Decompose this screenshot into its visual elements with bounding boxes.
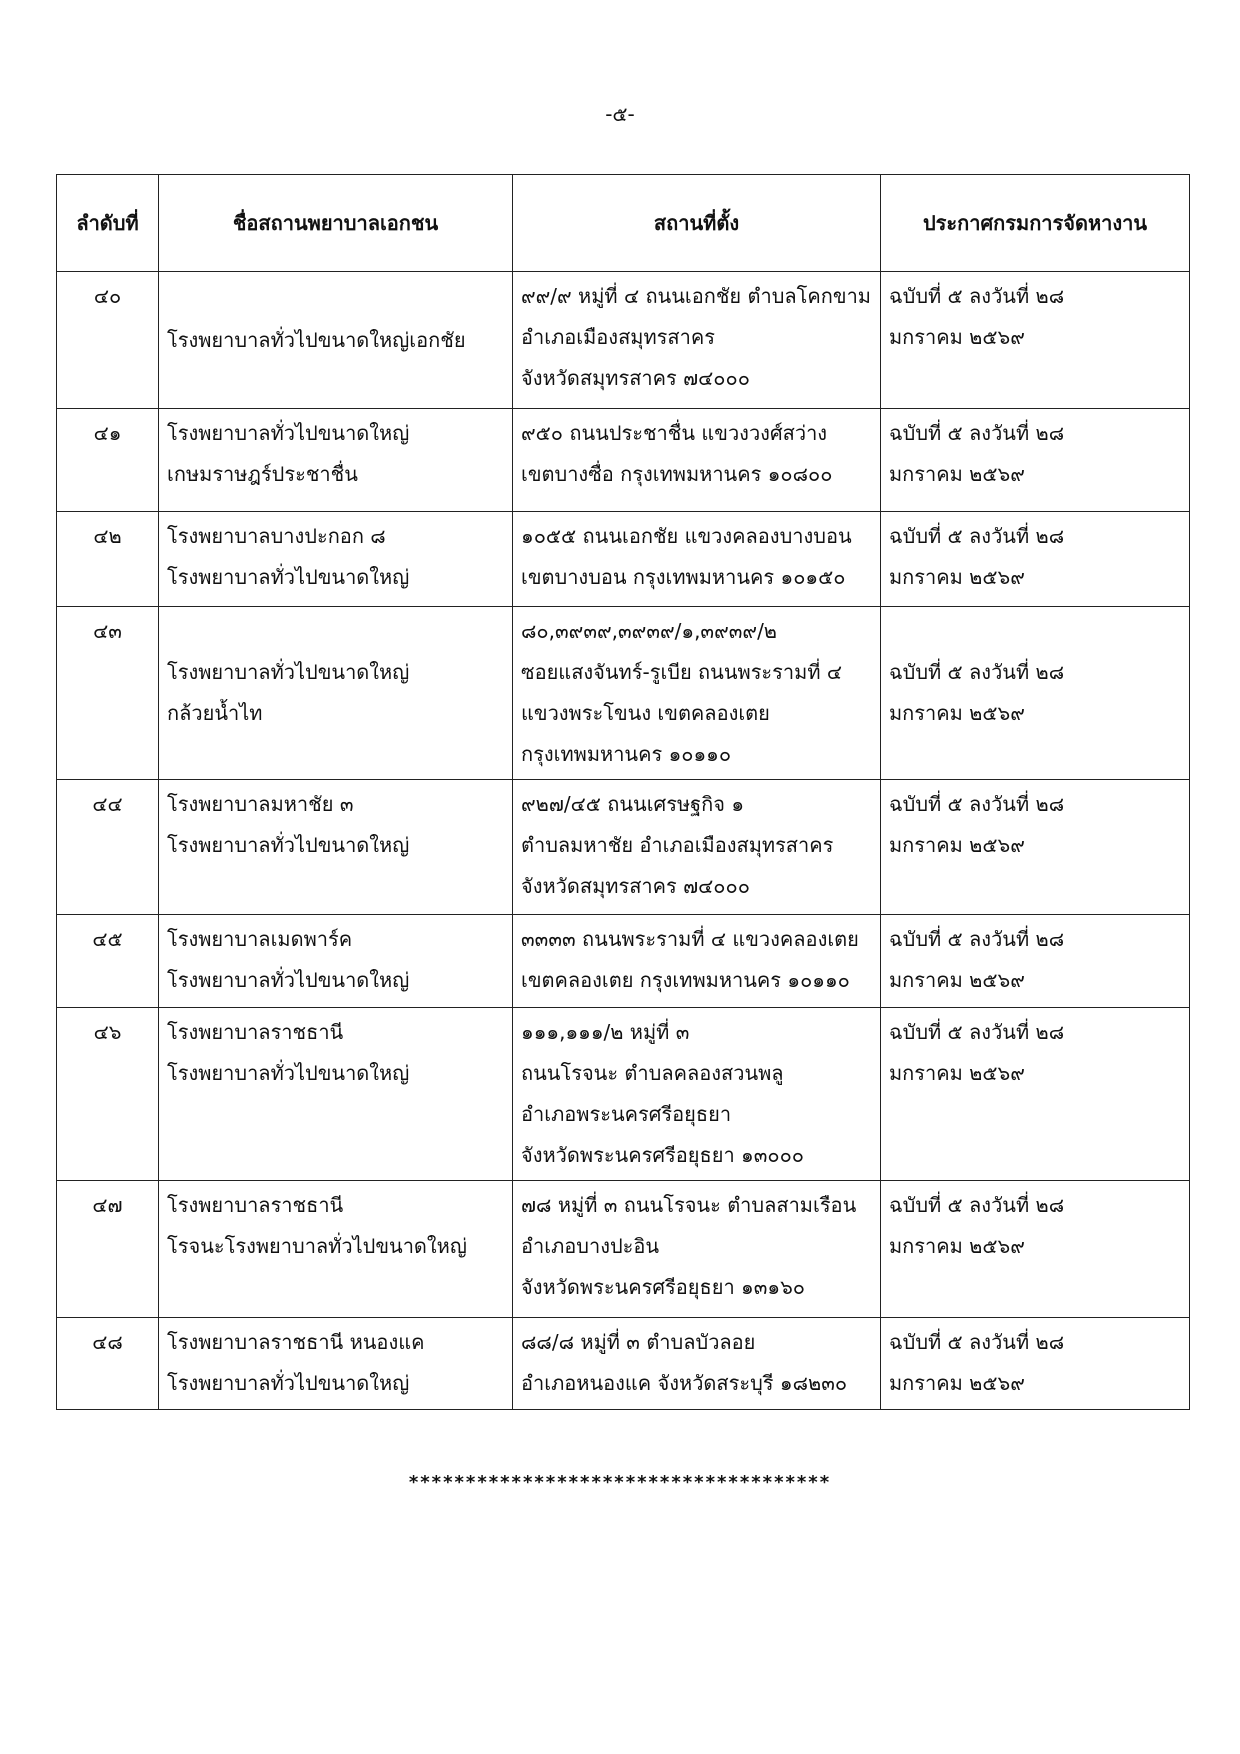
row-announcement: ฉบับที่ ๕ ลงวันที่ ๒๘ มกราคม ๒๕๖๙ xyxy=(881,915,1190,1008)
row-announcement: ฉบับที่ ๕ ลงวันที่ ๒๘ มกราคม ๒๕๖๙ xyxy=(881,512,1190,607)
header-location: สถานที่ตั้ง xyxy=(513,175,881,272)
row-hospital-name: โรงพยาบาลราชธานี โรจนะโรงพยาบาลทั่วไปขนาดใหญ่ xyxy=(159,1181,513,1318)
row-location: ๗๘ หมู่ที่ ๓ ถนนโรจนะ ตำบลสามเรือน อำเภอบางปะอิน จังหวัดพระนครศรีอยุธยา ๑๓๑๖๐ xyxy=(513,1181,881,1318)
table-header-row xyxy=(57,175,1190,272)
hospital-table xyxy=(56,174,1190,1410)
row-no: ๔๑ xyxy=(57,409,159,512)
row-location: ๙๙/๙ หมู่ที่ ๔ ถนนเอกชัย ตำบลโคกขาม อำเภอเมืองสมุทรสาคร จังหวัดสมุทรสาคร ๗๔๐๐๐ xyxy=(513,272,881,409)
row-hospital-name: โรงพยาบาลทั่วไปขนาดใหญ่เอกชัย xyxy=(159,272,513,409)
table-row xyxy=(57,272,1190,409)
row-no: ๔๗ xyxy=(57,1181,159,1318)
table-row xyxy=(57,780,1190,915)
row-announcement: ฉบับที่ ๕ ลงวันที่ ๒๘ มกราคม ๒๕๖๙ xyxy=(881,780,1190,915)
table-row xyxy=(57,1008,1190,1181)
row-hospital-name: โรงพยาบาลราชธานี หนองแค โรงพยาบาลทั่วไปขนาดใหญ่ xyxy=(159,1318,513,1410)
row-no: ๔๘ xyxy=(57,1318,159,1410)
row-location: ๙๕๐ ถนนประชาชื่น แขวงวงศ์สว่าง เขตบางซื่อ กรุงเทพมหานคร ๑๐๘๐๐ xyxy=(513,409,881,512)
row-location: ๑๑๑,๑๑๑/๒ หมู่ที่ ๓ ถนนโรจนะ ตำบลคลองสวนพลู อำเภอพระนครศรีอยุธยา จังหวัดพระนครศรีอยุธยา ๑๓๐๐๐ xyxy=(513,1008,881,1181)
table-row xyxy=(57,1318,1190,1410)
table-row xyxy=(57,512,1190,607)
row-no: ๔๐ xyxy=(57,272,159,409)
row-announcement: ฉบับที่ ๕ ลงวันที่ ๒๘ มกราคม ๒๕๖๙ xyxy=(881,409,1190,512)
row-announcement: ฉบับที่ ๕ ลงวันที่ ๒๘ มกราคม ๒๕๖๙ xyxy=(881,1318,1190,1410)
row-hospital-name: โรงพยาบาลทั่วไปขนาดใหญ่ เกษมราษฎร์ประชาชื่น xyxy=(159,409,513,512)
page-number: -๕- xyxy=(605,102,635,126)
row-location: ๑๐๕๕ ถนนเอกชัย แขวงคลองบางบอน เขตบางบอน กรุงเทพมหานคร ๑๐๑๕๐ xyxy=(513,512,881,607)
row-hospital-name: โรงพยาบาลเมดพาร์ค โรงพยาบาลทั่วไปขนาดใหญ่ xyxy=(159,915,513,1008)
table-row xyxy=(57,607,1190,780)
row-no: ๔๖ xyxy=(57,1008,159,1181)
row-no: ๔๕ xyxy=(57,915,159,1008)
row-hospital-name: โรงพยาบาลราชธานี โรงพยาบาลทั่วไปขนาดใหญ่ xyxy=(159,1008,513,1181)
row-hospital-name: โรงพยาบาลมหาชัย ๓ โรงพยาบาลทั่วไปขนาดใหญ่ xyxy=(159,780,513,915)
table-row xyxy=(57,915,1190,1008)
row-location: ๘๘/๘ หมู่ที่ ๓ ตำบลบัวลอย อำเภอหนองแค จังหวัดสระบุรี ๑๘๒๓๐ xyxy=(513,1318,881,1410)
header-name: ชื่อสถานพยาบาลเอกชน xyxy=(159,175,513,272)
row-no: ๔๔ xyxy=(57,780,159,915)
table-row xyxy=(57,409,1190,512)
table-row xyxy=(57,1181,1190,1318)
row-no: ๔๒ xyxy=(57,512,159,607)
row-hospital-name: โรงพยาบาลทั่วไปขนาดใหญ่กล้วยน้ำไท xyxy=(159,607,513,780)
row-location: ๙๒๗/๔๕ ถนนเศรษฐกิจ ๑ ตำบลมหาชัย อำเภอเมืองสมุทรสาคร จังหวัดสมุทรสาคร ๗๔๐๐๐ xyxy=(513,780,881,915)
row-location: ๘๐,๓๙๓๙,๓๙๓๙/๑,๓๙๓๙/๒ ซอยแสงจันทร์-รูเบีย ถนนพระรามที่ ๔ แขวงพระโขนง เขตคลองเตย กรุงเทพมหานคร ๑๐๑๑๐ xyxy=(513,607,881,780)
row-announcement: ฉบับที่ ๕ ลงวันที่ ๒๘ มกราคม ๒๕๖๙ xyxy=(881,272,1190,409)
row-hospital-name: โรงพยาบาลบางปะกอก ๘ โรงพยาบาลทั่วไปขนาดใหญ่ xyxy=(159,512,513,607)
end-of-document-marker: ************************************* xyxy=(408,1472,832,1493)
row-no: ๔๓ xyxy=(57,607,159,780)
header-announcement: ประกาศกรมการจัดหางาน xyxy=(881,175,1190,272)
header-no: ลำดับที่ xyxy=(57,175,159,272)
row-announcement: ฉบับที่ ๕ ลงวันที่ ๒๘ มกราคม ๒๕๖๙ xyxy=(881,607,1190,780)
row-location: ๓๓๓๓ ถนนพระรามที่ ๔ แขวงคลองเตย เขตคลองเตย กรุงเทพมหานคร ๑๐๑๑๐ xyxy=(513,915,881,1008)
row-announcement: ฉบับที่ ๕ ลงวันที่ ๒๘ มกราคม ๒๕๖๙ xyxy=(881,1008,1190,1181)
row-announcement: ฉบับที่ ๕ ลงวันที่ ๒๘ มกราคม ๒๕๖๙ xyxy=(881,1181,1190,1318)
